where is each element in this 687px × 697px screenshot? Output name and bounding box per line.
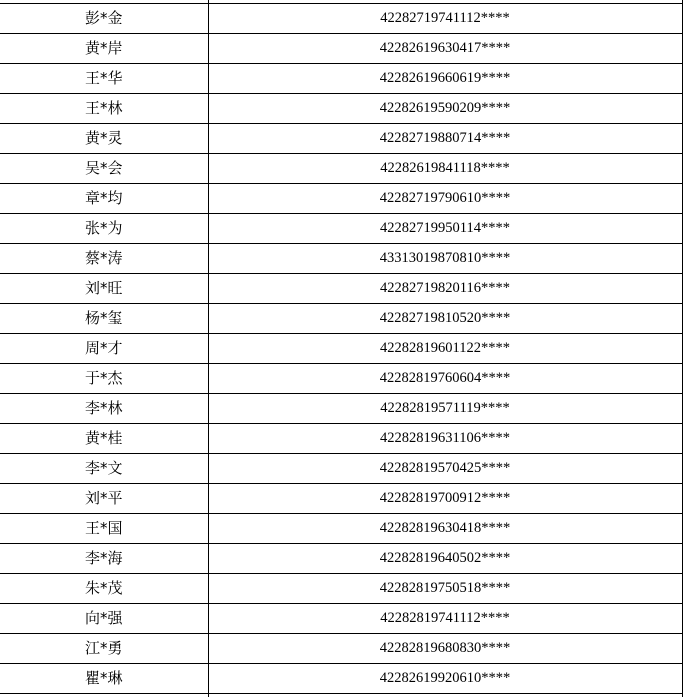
id-number-cell: 42282619660619**** [208, 64, 682, 94]
name-cell: 黄*桂 [0, 424, 208, 454]
name-cell: 彭*金 [0, 4, 208, 34]
table-row [0, 184, 682, 214]
name-cell: 王*国 [0, 514, 208, 544]
name-cell: 蔡*涛 [0, 244, 208, 274]
table-row [0, 454, 682, 484]
name-cell: 杨*玺 [0, 304, 208, 334]
name-cell: 王*华 [0, 64, 208, 94]
table-row [0, 604, 682, 634]
id-number-cell: 42282819631106**** [208, 424, 682, 454]
table-row [0, 274, 682, 304]
id-number-cell: 42282719950114**** [208, 214, 682, 244]
table-row [0, 364, 682, 394]
table-row [0, 214, 682, 244]
table-row [0, 304, 682, 334]
name-cell: 黄*岸 [0, 34, 208, 64]
table-row [0, 94, 682, 124]
table-row [0, 394, 682, 424]
name-cell: 黄*灵 [0, 124, 208, 154]
name-cell: 于*杰 [0, 364, 208, 394]
id-number-cell: 42282819741112**** [208, 604, 682, 634]
table-row-bottom-edge [0, 694, 682, 697]
name-cell: 吴*会 [0, 154, 208, 184]
name-cell: 张*为 [0, 214, 208, 244]
table-row [0, 4, 682, 34]
id-number-cell: 42282819640502**** [208, 544, 682, 574]
id-number-cell: 43313019870810**** [208, 244, 682, 274]
name-cell: 章*均 [0, 184, 208, 214]
name-cell: 李*林 [0, 394, 208, 424]
id-number-cell: 42282619590209**** [208, 94, 682, 124]
id-number-cell: 42282819571119**** [208, 394, 682, 424]
table-row [0, 544, 682, 574]
name-cell: 刘*旺 [0, 274, 208, 304]
id-number-cell: 42282819601122**** [208, 334, 682, 364]
table-row [0, 34, 682, 64]
name-cell: 刘*平 [0, 484, 208, 514]
id-number-cell: 42282719880714**** [208, 124, 682, 154]
table-row [0, 574, 682, 604]
id-number-cell: 42282719790610**** [208, 184, 682, 214]
table-row [0, 484, 682, 514]
id-number-cell: 42282719820116**** [208, 274, 682, 304]
id-number-cell: 42282719741112**** [208, 4, 682, 34]
table-row [0, 514, 682, 544]
name-cell: 王*林 [0, 94, 208, 124]
id-number-cell: 42282819630418**** [208, 514, 682, 544]
id-number-cell: 42282819760604**** [208, 364, 682, 394]
name-cell: 李*海 [0, 544, 208, 574]
name-cell: 朱*茂 [0, 574, 208, 604]
id-number-cell: 42282819700912**** [208, 484, 682, 514]
name-cell: 瞿*琳 [0, 664, 208, 694]
table-row [0, 124, 682, 154]
name-cell: 周*才 [0, 334, 208, 364]
id-number-cell: 42282719810520**** [208, 304, 682, 334]
table-row [0, 634, 682, 664]
table-row [0, 664, 682, 694]
name-cell: 江*勇 [0, 634, 208, 664]
name-cell: 向*强 [0, 604, 208, 634]
table-row [0, 64, 682, 94]
id-number-cell [208, 694, 682, 697]
id-number-cell: 42282619920610**** [208, 664, 682, 694]
name-cell: 李*文 [0, 454, 208, 484]
table-row [0, 154, 682, 184]
id-number-cell: 42282819570425**** [208, 454, 682, 484]
table-row [0, 424, 682, 454]
table-row [0, 334, 682, 364]
name-cell [0, 694, 208, 697]
id-number-cell: 42282619630417**** [208, 34, 682, 64]
table-row [0, 244, 682, 274]
id-number-cell: 42282819680830**** [208, 634, 682, 664]
id-number-cell: 42282619841118**** [208, 154, 682, 184]
id-number-cell: 42282819750518**** [208, 574, 682, 604]
